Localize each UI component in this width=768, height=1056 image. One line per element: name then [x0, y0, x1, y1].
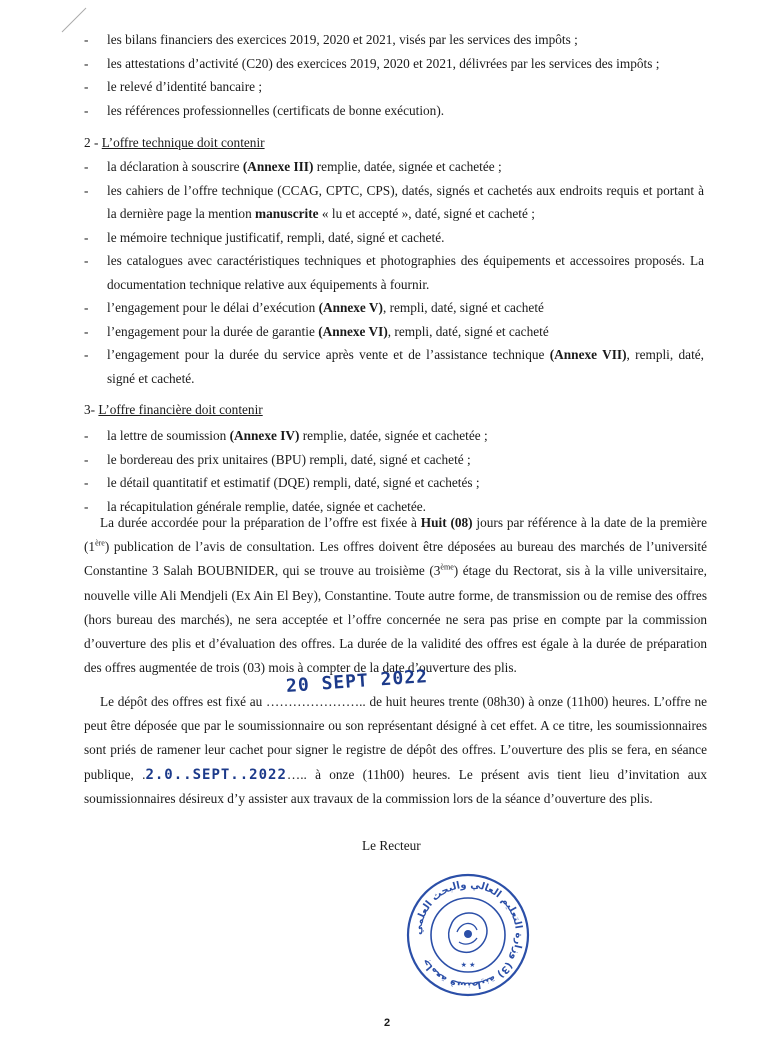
offer-deposit-paragraph: Le dépôt des offres est fixé au ………………….. de huit heures trente (08h30) à onze (11h00) heures. L’offre ne peut être déposée que par le soumissionnaire ou son représentant désigné à cet effet. A ce titre, les soumissionnaires sont priés de ramener leur cachet pour signer le registre de dépôt des offres. L’ouverture des plis se fera, en séance publique, .2.0..SEPT..2022….. à onze (11h00) heures. Le présent avis tient lieu d’invitation aux soumissionnaires désireux d’y assister aux travaux de la commission lors de la séance d’ouverture des plis.: [84, 694, 707, 806]
list-item: - les attestations d’activité (C20) des exercices 2019, 2020 et 2021, délivrées par les services des impôts ;: [84, 55, 660, 71]
list-item: - l’engagement pour la durée de garantie (Annexe VI), rempli, daté, signé et cacheté: [84, 323, 549, 339]
list-item: - l’engagement pour le délai d’exécution (Annexe V), rempli, daté, signé et cacheté: [84, 300, 544, 315]
list-item: - la récapitulation générale remplie, datée, signée et cachetée.: [84, 498, 426, 514]
list-item: - les catalogues avec caractéristiques techniques et photographies des équipements et accessoires proposés. La documentation technique relative aux équipements à fournir.: [84, 253, 704, 292]
technical-offer-list: [84, 155, 704, 390]
page-number: 2: [384, 1017, 391, 1029]
list-item: - les références professionnelles (certificats de bonne exécution).: [84, 102, 445, 118]
list-item: - la déclaration à souscrire (Annexe III) remplie, datée, signée et cachetée ;: [84, 159, 502, 174]
section-heading-technical-offer: 2 - L’offre technique doit contenir: [84, 135, 265, 150]
opening-date-stamp: 2.0..SEPT..2022: [145, 766, 287, 783]
svg-text:★ ★: ★ ★: [460, 961, 476, 969]
list-item: - la lettre de soumission (Annexe IV) remplie, datée, signée et cachetée ;: [84, 428, 488, 443]
list-item: - les cahiers de l’offre technique (CCAG, CPTC, CPS), datés, signés et cachetés aux endroits requis et portant à la dernière page la mention manuscrite « lu et accepté », daté, signé et cacheté ;: [84, 182, 704, 221]
section-heading-financial-offer: 3- L’offre financière doit contenir: [84, 402, 263, 417]
list-item: - le détail quantitatif et estimatif (DQE) rempli, daté, signé et cachetés ;: [84, 475, 480, 490]
university-seal-stamp: [401, 870, 536, 1000]
list-item: - le relevé d’identité bancaire ;: [84, 79, 263, 94]
deposit-date-stamp: 20 SEPT 2022: [285, 666, 429, 697]
list-item: - l’engagement pour la durée du service après vente et de l’assistance technique (Annexe VII), rempli, daté, signé et cacheté.: [84, 347, 704, 386]
signature-label: Le Recteur: [362, 838, 421, 853]
offer-preparation-paragraph: La durée accordée pour la préparation de l’offre est fixée à Huit (08) jours par référence à la date de la première (1ère) publication de l’avis de consultation. Les offres doivent être déposées au bureau des marchés de l’université Constantine 3 Salah BOUBNIDER, qui se trouve au troisième (3ème) étage du Rectorat, sis à la ville universitaire, nouvelle ville Ali Mendjeli (Ex Ain El Bey), Constantine. Toute autre forme, de transmission ou de remise des offres (hors bureau des marchés), ne sera acceptée et l’offre concernée ne sera pas prise en compte par la commission d’ouverture des plis et d’évaluation des offres. La durée de la validité des offres est égale à la durée de préparation des offres augmentée de trois (03) mois à compter de la date d’ouverture des plis.: [84, 515, 707, 676]
financial-documents-list: [84, 28, 704, 122]
list-item: - le bordereau des prix unitaires (BPU) rempli, daté, signé et cacheté ;: [84, 451, 471, 467]
list-item: - le mémoire technique justificatif, rempli, daté, signé et cacheté.: [84, 229, 445, 245]
financial-offer-list: [84, 424, 704, 518]
svg-text:جامعة قسنطينة (3) وزارة التعلي: جامعة قسنطينة (3) وزارة التعليم العالي والبحث العلمي: [412, 879, 525, 991]
list-item: - les bilans financiers des exercices 2019, 2020 et 2021, visés par les services des impôts ;: [84, 32, 578, 47]
